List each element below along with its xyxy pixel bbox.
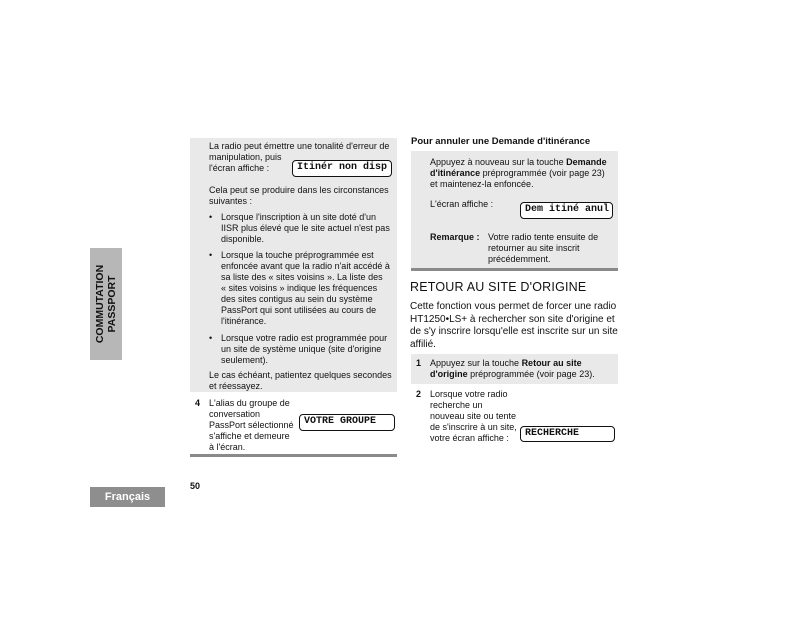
cancel-paragraph [430, 157, 607, 190]
section-body [410, 301, 618, 351]
step-1-number: 1 [416, 358, 422, 368]
side-tab-label [94, 265, 118, 343]
cancel-line-1 [430, 157, 607, 168]
side-tab-line2: PASSPORT [106, 275, 118, 333]
step1-key-name: Retour au site [521, 358, 582, 368]
lcd-display-recherche: RECHERCHE [520, 426, 615, 442]
step1-line-2 [430, 369, 595, 380]
bullet-line: seulement). [221, 355, 269, 365]
bullet-line: un site de système unique (site d'origine [221, 344, 382, 354]
cancel-key-name: Demande [566, 157, 607, 167]
step2-line: votre écran affiche : [430, 433, 509, 443]
step1-text: préprogrammée (voir page 23). [467, 369, 595, 379]
bullet-dot: • [209, 212, 213, 222]
bullet-line: l'itinérance. [221, 316, 267, 326]
step4-line: s'affiche et demeure [209, 431, 290, 441]
cancel-key-name: d'itinérance [430, 168, 481, 178]
section-body-line: affilié. [410, 338, 436, 350]
language-label: Français [104, 491, 151, 503]
step2-line: nouveau site ou tente [430, 411, 517, 421]
bullet-line: IISR plus élevé que le site actuel n'est pas [221, 223, 390, 233]
lcd-display-dem-itine: Dem itiné anul [520, 202, 613, 219]
step-2-number: 2 [416, 389, 422, 399]
intro-line: l'écran affiche : [209, 163, 270, 173]
section-title: RETOUR AU SITE D'ORIGINE [410, 280, 587, 294]
bullet-1 [221, 212, 390, 245]
step4-line: L'alias du groupe de [209, 398, 290, 408]
section-body-line: HT1250•LS+ à rechercher son site d'origine et [410, 313, 615, 325]
bullet-line: disponible. [221, 234, 265, 244]
remark-line: Votre radio tente ensuite de [488, 232, 599, 242]
remark-label: Remarque : [430, 232, 480, 242]
left-circumstances [209, 185, 389, 207]
step-2-text [430, 389, 517, 444]
step1-key-name: d'origine [430, 369, 468, 379]
bullet-line: enfoncée avant que la radio n'ait accédé à [221, 261, 390, 271]
lcd-display-itiner: Itinér non disp [292, 160, 392, 177]
remark-text [488, 232, 598, 265]
side-tab-line1: COMMUTATION [94, 264, 106, 344]
bullet-3 [221, 333, 387, 366]
step-4-number: 4 [195, 398, 201, 408]
bullet-line: Lorsque votre radio est programmée pour [221, 333, 388, 343]
bullet-dot: • [209, 333, 213, 343]
remark-line: précédemment. [488, 254, 551, 264]
bullet-line: « sites voisins » indique les fréquences [221, 283, 378, 293]
bullet-line: Lorsque l'inscription à un site doté d'un [221, 212, 377, 222]
intro-line: La radio peut émettre une tonalité d'erreur de [209, 141, 390, 151]
closing-line: Le cas échéant, patientez quelques secondes [209, 370, 392, 380]
intro-line: manipulation, puis [209, 152, 282, 162]
step4-line: PassPort sélectionné [209, 420, 294, 430]
remark-line: retourner au site inscrit [488, 243, 580, 253]
closing-line: et réessayez. [209, 381, 263, 391]
cancel-line-2 [430, 168, 607, 179]
cancel-heading: Pour annuler une Demande d'itinérance [411, 136, 591, 147]
bullet-line: Lorsque la touche préprogrammée est [221, 250, 374, 260]
cancel-line-3: et maintenez-la enfoncée. [430, 179, 534, 189]
right-section-rule [411, 268, 618, 271]
section-body-line: Cette fonction vous permet de forcer une radio [410, 301, 617, 312]
step-4-text [209, 398, 294, 453]
left-closing [209, 370, 392, 392]
cancel-text: Appuyez à nouveau sur la touche [430, 157, 567, 167]
screen-label: L'écran affiche : [430, 199, 494, 209]
step1-text: Appuyez sur la touche [430, 358, 522, 368]
bullet-line: sa liste des « sites voisins ». La liste des [221, 272, 383, 282]
step2-line: de s'inscrire à un site, [430, 422, 517, 432]
circ-line: Cela peut se produire dans les circonstances [209, 185, 389, 195]
cancel-text: préprogrammée (voir page 23) [480, 168, 605, 178]
step4-line: à l'écran. [209, 442, 246, 452]
bullet-line: PassPort qui sont utilisées au cours de [221, 305, 377, 315]
step-1-text [430, 358, 595, 380]
bullet-dot: • [209, 250, 213, 260]
step2-line: Lorsque votre radio [430, 389, 508, 399]
page-number: 50 [190, 481, 201, 491]
circ-line: suivantes : [209, 196, 253, 206]
step4-line: conversation [209, 409, 261, 419]
step1-line-1 [430, 358, 595, 369]
bullet-line: des sites contigus au sein du système [221, 294, 373, 304]
lcd-display-votre-groupe: VOTRE GROUPE [299, 414, 395, 431]
bullet-2 [221, 250, 390, 327]
step2-line: recherche un [430, 400, 483, 410]
left-column-rule [190, 454, 397, 457]
section-body-line: de s'y inscrire lorsqu'elle est inscrite sur un site [410, 326, 618, 337]
